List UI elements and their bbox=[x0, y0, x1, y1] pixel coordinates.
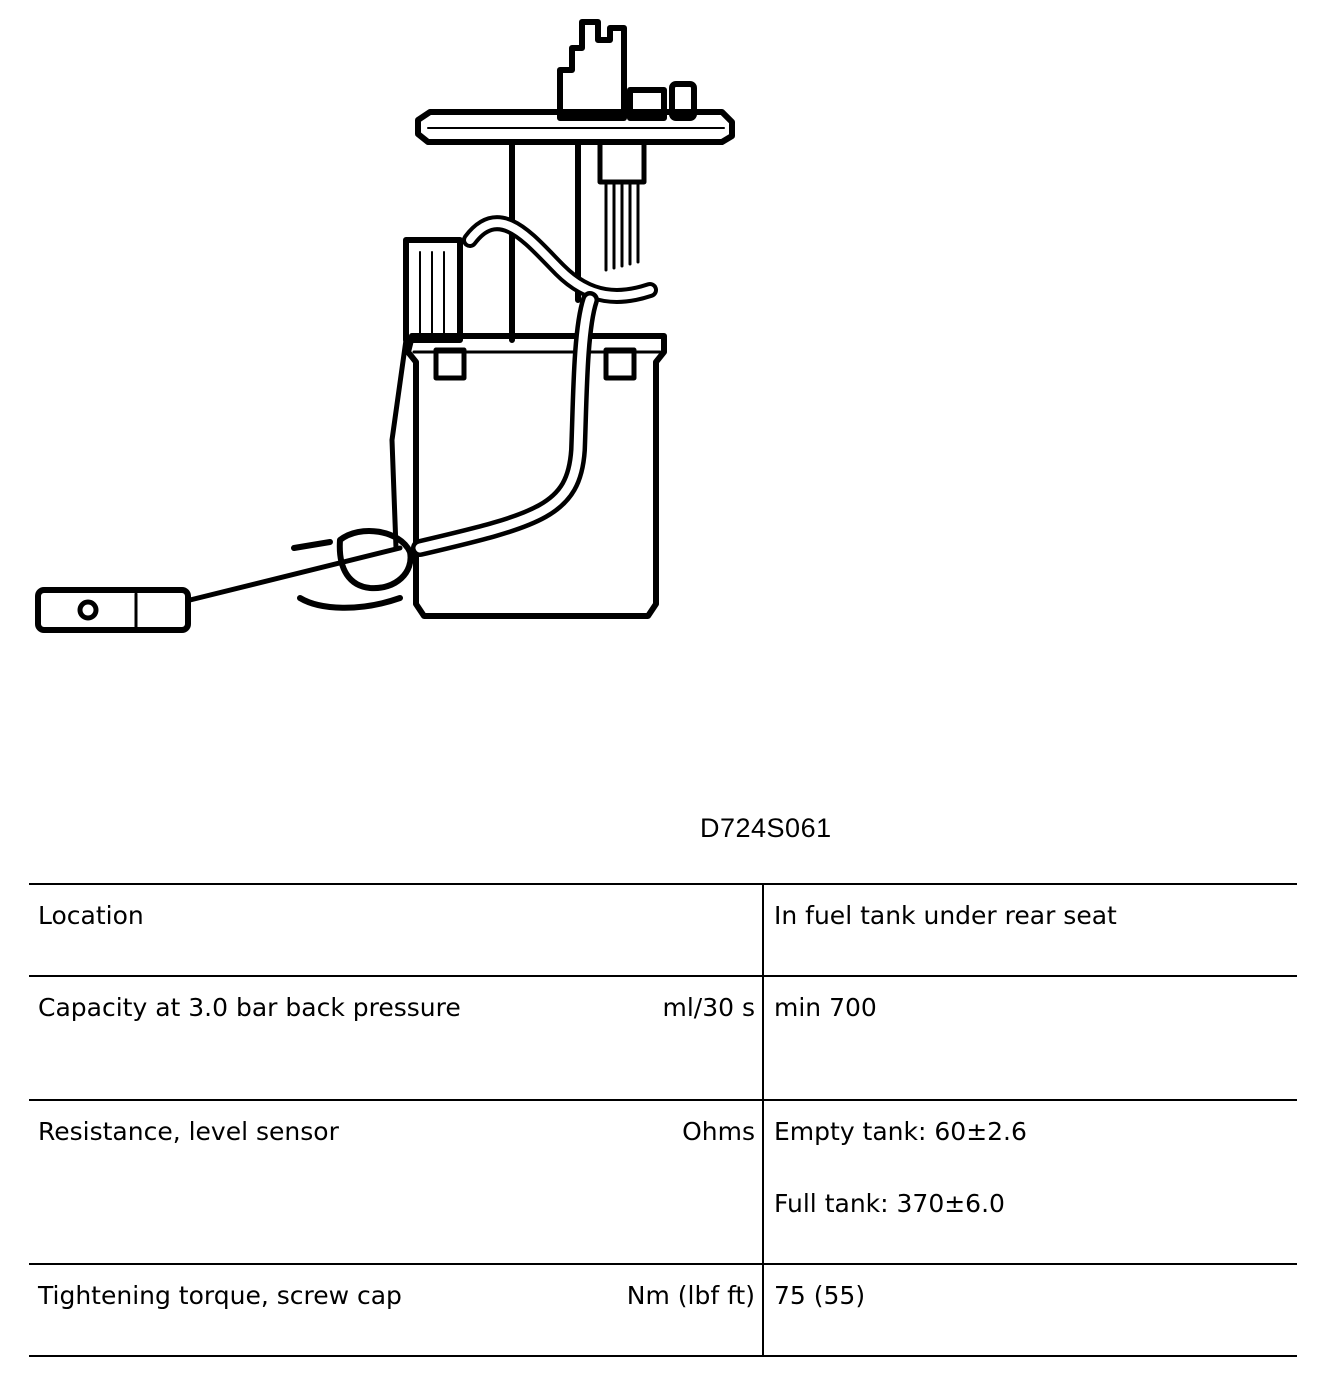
table-row bbox=[29, 884, 1297, 976]
unit-label: Nm (lbf ft) bbox=[618, 1264, 763, 1356]
value-cell bbox=[763, 976, 1297, 1100]
value-text: Empty tank: 60±2.6 bbox=[774, 1117, 1027, 1146]
parameter-label: Resistance, level sensor bbox=[29, 1100, 618, 1264]
figure-code: D724S061 bbox=[700, 813, 832, 843]
value-text: 75 (55) bbox=[774, 1281, 866, 1310]
value-cell bbox=[763, 1100, 1297, 1264]
spec-table bbox=[29, 883, 1297, 1357]
table-row bbox=[29, 1264, 1297, 1356]
parameter-label: Capacity at 3.0 bar back pressure bbox=[29, 976, 618, 1100]
unit-label: ml/30 s bbox=[618, 976, 763, 1100]
value-text: min 700 bbox=[774, 993, 877, 1022]
parameter-label: Location bbox=[29, 884, 618, 976]
connector-housing bbox=[560, 22, 624, 118]
value-text: In fuel tank under rear seat bbox=[774, 901, 1117, 930]
unit-label bbox=[618, 884, 763, 976]
parameter-label: Tightening torque, screw cap bbox=[29, 1264, 618, 1356]
unit-label: Ohms bbox=[618, 1100, 763, 1264]
table-row bbox=[29, 1100, 1297, 1264]
table-row bbox=[29, 976, 1297, 1100]
float-arm bbox=[190, 548, 400, 600]
value-cell bbox=[763, 884, 1297, 976]
value-cell bbox=[763, 1264, 1297, 1356]
float bbox=[38, 590, 188, 630]
value-text: Full tank: 370±6.0 bbox=[774, 1189, 1005, 1218]
